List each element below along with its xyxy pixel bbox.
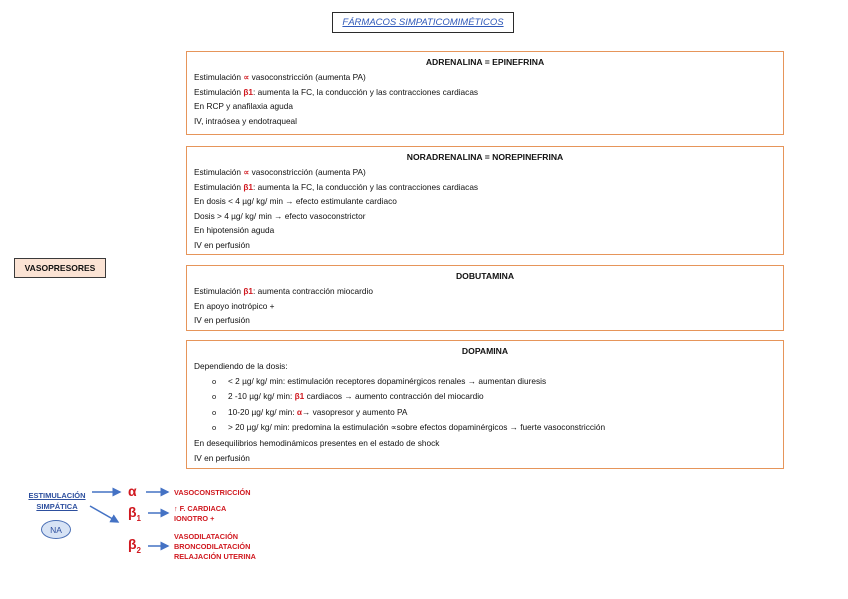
text-segment: Estimulación <box>194 72 244 82</box>
text-segment: → vasopresor y aumento PA <box>302 406 408 417</box>
dobutamina-heading: DOBUTAMINA <box>455 271 515 281</box>
noradrenalina-line-3: En dosis < 4 µg/ kg/ min → efecto estimulante cardiaco <box>194 196 397 207</box>
alpha-effect: VASOCONSTRICCIÓN <box>174 488 251 497</box>
noradrenalina-line-6: IV en perfusión <box>194 239 250 250</box>
beta2-subscript: 2 <box>136 545 141 555</box>
text-segment: Estimulación <box>194 286 244 296</box>
stim-line-1: ESTIMULACIÓN <box>28 491 86 500</box>
dopamina-box <box>186 340 784 469</box>
arrow-stim-to-beta1 <box>90 506 118 522</box>
text-segment: : aumenta la FC, la conducción y las contracciones cardiacas <box>253 181 479 192</box>
text-segment: > 20 µg/ kg/ min: predomina la estimulación ∝sobre efectos dopaminérgicos → fuerte vasoconstricción <box>228 422 606 433</box>
text-segment: : aumenta contracción miocardio <box>253 286 373 296</box>
text-segment: vasoconstricción (aumenta PA) <box>249 72 366 82</box>
beta2-effects <box>174 532 256 562</box>
adrenalina-heading: ADRENALINA = EPINEFRINA <box>425 57 545 67</box>
beta2-effect-1: VASODILATACIÓN <box>174 532 239 541</box>
text-segment: 10-20 µg/ kg/ min: <box>228 406 297 417</box>
text-segment: Estimulación <box>194 86 244 97</box>
alpha-receptor: α <box>128 483 137 499</box>
noradrenalina-heading: NORADRENALINA = NOREPINEFRINA <box>406 152 564 162</box>
vasopresores-label: VASOPRESORES <box>14 258 106 278</box>
text-segment: 2 -10 µg/ kg/ min: <box>228 391 295 402</box>
noradrenalina-line-2 <box>194 180 776 195</box>
dopamina-dose-3 <box>194 405 776 421</box>
text-segment: cardiacos → aumento contracción del miocardio <box>304 391 484 402</box>
noradrenalina-line-1 <box>194 165 776 180</box>
beta1-symbol: β1 <box>243 286 254 296</box>
beta1-effects <box>174 504 226 524</box>
bullet-icon: o <box>212 392 217 402</box>
text-segment: < 2 µg/ kg/ min: estimulación receptores dopaminérgicos renales → aumentan diuresis <box>228 375 547 386</box>
dopamina-dose-4 <box>194 420 776 436</box>
adrenalina-line-3: En RCP y anafilaxia aguda <box>194 101 294 112</box>
dopamina-intro: Dependiendo de la dosis: <box>194 361 288 371</box>
dobutamina-box <box>186 265 784 331</box>
receptor-diagram <box>0 480 300 580</box>
dopamina-heading: DOPAMINA <box>461 346 509 356</box>
beta1-symbol: β1 <box>294 391 305 402</box>
dobutamina-line-2: En apoyo inotrópico + <box>194 300 275 311</box>
alpha-symbol: α <box>296 406 302 417</box>
beta2-effect-3: RELAJACIÓN UTERINA <box>174 552 256 561</box>
dopamina-dose-1 <box>194 374 776 390</box>
noradrenalina-line-4: Dosis > 4 µg/ kg/ min → efecto vasoconstrictor <box>194 210 366 221</box>
bullet-icon: o <box>212 407 217 417</box>
dopamina-dose-2 <box>194 389 776 405</box>
adrenalina-line-4: IV, intraósea y endotraqueal <box>194 115 298 126</box>
beta1-symbol: β1 <box>243 181 254 192</box>
na-oval: NA <box>41 520 71 539</box>
beta2-receptor <box>128 536 141 555</box>
dobutamina-line-3: IV en perfusión <box>194 315 250 326</box>
text-segment: vasoconstricción (aumenta PA) <box>249 167 366 177</box>
noradrenalina-line-5: En hipotensión aguda <box>194 225 275 236</box>
text-segment: Estimulación <box>194 181 244 192</box>
beta2-effect-2: BRONCODILATACIÓN <box>174 542 251 551</box>
beta1-receptor <box>128 504 141 523</box>
beta-glyph: β <box>128 536 137 552</box>
dopamina-line-2: En desequilibrios hemodinámicos presentes en el estado de shock <box>194 437 440 448</box>
beta-glyph: β <box>128 504 137 520</box>
noradrenalina-box <box>186 146 784 255</box>
alpha-symbol: ∝ <box>243 167 250 177</box>
dobutamina-line-1 <box>194 284 776 299</box>
beta1-subscript: 1 <box>136 513 141 523</box>
bullet-icon: o <box>212 376 217 386</box>
text-segment: : aumenta la FC, la conducción y las contracciones cardiacas <box>253 86 479 97</box>
stim-line-2: SIMPÁTICA <box>36 502 78 511</box>
sympathetic-stimulation-label <box>22 490 92 512</box>
bullet-icon: o <box>212 423 217 433</box>
text-segment: Estimulación <box>194 167 244 177</box>
adrenalina-box <box>186 51 784 135</box>
adrenalina-line-2 <box>194 85 776 100</box>
beta1-effect-1: ↑ F. CARDIACA <box>174 504 227 513</box>
beta1-effect-2: IONOTRO + <box>174 514 215 523</box>
adrenalina-line-1 <box>194 70 776 85</box>
page-title: FÁRMACOS SIMPATICOMIMÉTICOS <box>332 12 514 33</box>
alpha-symbol: ∝ <box>243 72 250 82</box>
beta1-symbol: β1 <box>243 86 254 97</box>
dopamina-line-3: IV en perfusión <box>194 452 250 463</box>
